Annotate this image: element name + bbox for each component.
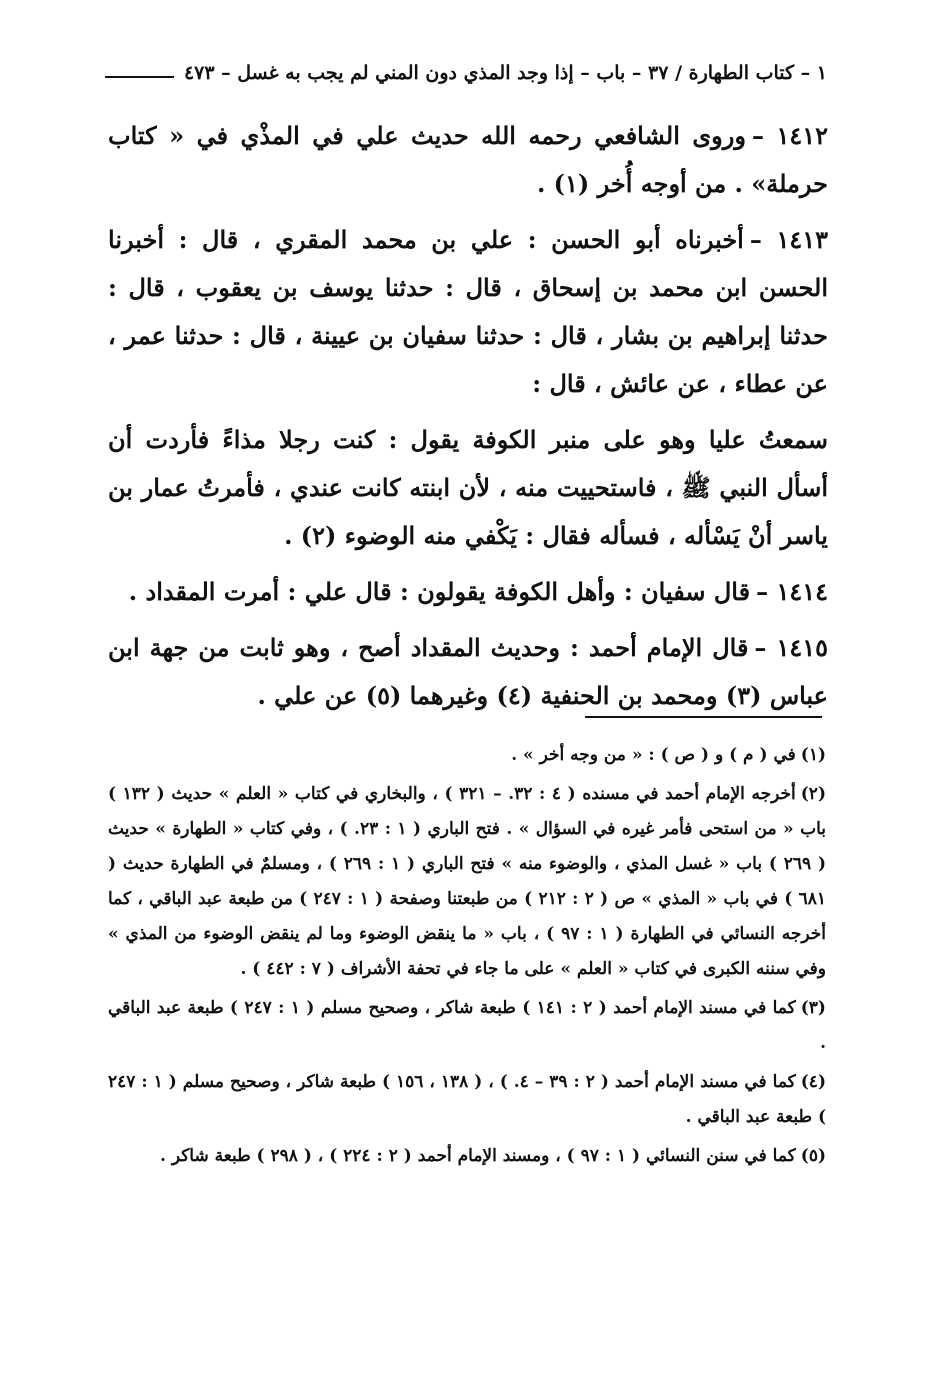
footnote-2 (108, 777, 826, 987)
header-rule (105, 76, 174, 78)
paragraph-text: وروى الشافعي رحمه الله حديث علي في المذْي في « كتاب حرملة» . من أوجه أُخر (١) . (108, 121, 828, 198)
hadith-paragraph-1413 (108, 216, 828, 408)
paragraph-number: ١٤١٢ – (751, 121, 828, 150)
footnote-text: أخرجه الإمام أحمد في مسنده ( ٤ : ٣٢. – ٣٢١ ) ، والبخاري في كتاب « العلم » حديث ( ١٣٢ ) باب « من استحى فأمر غيره في السؤال » . فتح الباري ( ١ : ٢٣. ) ، وفي كتاب « الطهارة » حديث ( ٢٦٩ ) باب « غسل المذي ، والوضوء منه » فتح الباري ( ١ : ٢٦٩ ) ، ومسلمٌ في الطهارة حديث ( ٦٨١ ) في باب « المذي » ص ( ٢ : ٢١٢ ) من طبعتنا وصفحة ( ١ : ٢٤٧ ) من طبعة عبد الباقي ، كما أخرجه النسائي في الطهارة ( ١ : ٩٧ ) ، باب « ما ينقض الوضوء وما لم ينقض الوضوء من المذي » وفي سننه الكبرى في كتاب « العلم » على ما جاء في تحفة الأشراف ( ٧ : ٤٤٢ ) . (108, 784, 827, 979)
footnote-text: كما في مسند الإمام أحمد ( ٢ : ١٤١ ) طبعة شاكر ، وصحيح مسلم ( ١ : ٢٤٧ ) طبعة عبد الباقي . (108, 998, 826, 1053)
footnote-5 (108, 1139, 826, 1174)
footnote-mark: (٤) (800, 1072, 826, 1092)
running-header (105, 56, 827, 90)
paragraph-text: قال سفيان : وأهل الكوفة يقولون : قال علي : أمرت المقداد . (128, 577, 751, 606)
footnote-text: في ( م ) و ( ص ) : « من وجه أخر » . (511, 745, 796, 765)
paragraph-number: ١٤١٣ – (749, 225, 829, 254)
footnote-separator (585, 716, 822, 718)
hadith-paragraph-1414 (108, 568, 828, 616)
footnote-text: كما في سنن النسائي ( ١ : ٩٧ ) ، ومسند الإمام أحمد ( ٢ : ٢٢٤ ) ، ( ٢٩٨ ) طبعة شاكر . (160, 1146, 796, 1166)
hadith-paragraph-1412 (108, 112, 828, 208)
footnote-mark: (٣) (800, 998, 826, 1018)
footnote-mark: (٢) (800, 784, 826, 804)
hadith-paragraph-1415 (108, 624, 828, 720)
paragraph-number: ١٤١٥ – (754, 633, 828, 662)
main-text (108, 112, 828, 728)
paragraph-text: قال الإمام أحمد : وحديث المقداد أصح ، وهو ثابت من جهة ابن عباس (٣) ومحمد بن الحنفية (٤) وغيرهما (٥) عن علي . (108, 633, 828, 710)
footnote-text: كما في مسند الإمام أحمد ( ٢ : ٣٩ – ٤. ) ، ( ١٣٨ ، ١٥٦ ) طبعة شاكر ، وصحيح مسلم ( ١ : ٢٤٧ ) طبعة عبد الباقي . (108, 1072, 826, 1127)
footnote-3 (108, 991, 826, 1061)
footnote-mark: (١) (800, 745, 826, 765)
hadith-matn (108, 416, 828, 560)
paragraph-number: ١٤١٤ – (756, 577, 828, 606)
footnote-4 (108, 1065, 826, 1135)
running-title: ١ – كتاب الطهارة / ٣٧ – باب – إذا وجد المذي دون المني لم يجب به غسل – ٤٧٣ (183, 62, 827, 84)
footnote-mark: (٥) (800, 1146, 826, 1166)
footnote-1 (108, 738, 826, 773)
paragraph-text: أخبرناه أبو الحسن : علي بن محمد المقري ، قال : أخبرنا الحسن ابن محمد بن إسحاق ، قال : حدثنا يوسف بن يعقوب ، قال : حدثنا إبراهيم بن بشار ، قال : حدثنا سفيان بن عيينة ، قال : حدثنا عمر ، عن عطاء ، عن عائش ، قال : (108, 225, 828, 398)
paragraph-text: سمعتُ عليا وهو على منبر الكوفة يقول : كنت رجلا مذاءً فأردت أن أسأل النبي ﷺ ، فاستحييت منه ، لأن ابنته كانت عندي ، فأمرتُ عمار بن ياسر أنْ يَسْأله ، فسأله فقال : يَكْفي منه الوضوء (٢) . (108, 425, 828, 550)
footnotes (108, 738, 826, 1178)
